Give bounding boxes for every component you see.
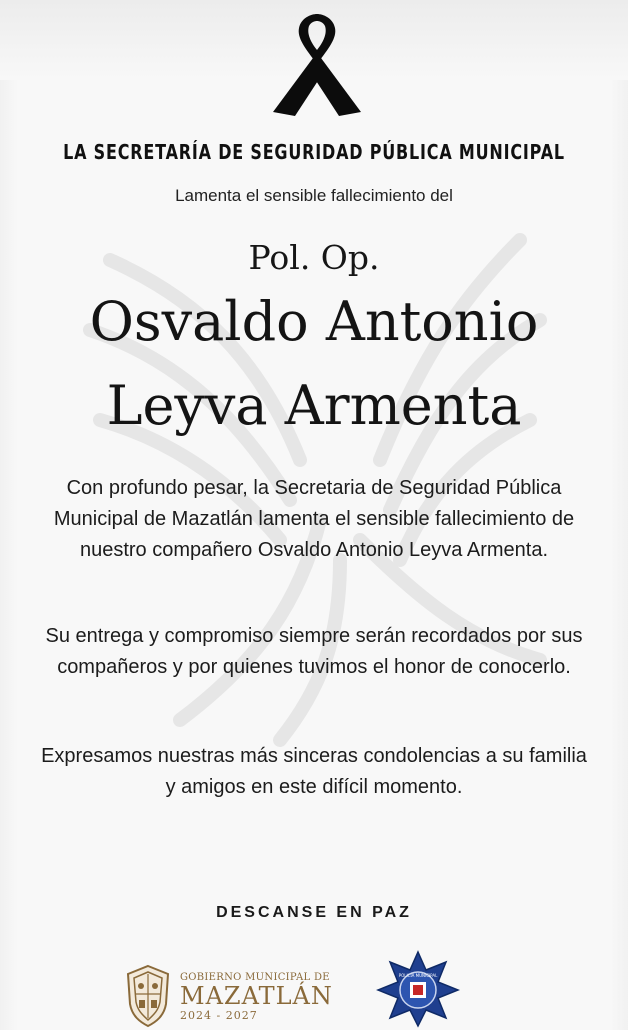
badge-text: POLICÍA MUNICIPAL: [398, 973, 438, 978]
condolence-paragraph-2: Su entrega y compromiso siempre serán recordados por sus compañeros y por quienes tuvimos el honor de conocerlo.: [45, 625, 583, 678]
rest-in-peace: DESCANSE EN PAZ: [216, 904, 412, 921]
government-logo-text: [180, 972, 340, 1022]
municipal-seal-icon: [122, 964, 174, 1028]
deceased-name-line2: Leyva Armenta: [106, 374, 522, 437]
organization-heading: LA SECRETARÍA DE SEGURIDAD PÚBLICA MUNICIPAL: [63, 140, 565, 164]
deceased-name-line1: Osvaldo Antonio: [89, 290, 539, 353]
government-line1: GOBIERNO MUNICIPAL DE: [180, 972, 330, 983]
condolence-paragraph-1: Con profundo pesar, la Secretaria de Seguridad Pública Municipal de Mazatlán lamenta el sensible fallecimiento de nuestro compañero Osvaldo Antonio Leyva Armenta.: [53, 477, 575, 561]
police-badge-icon: [376, 950, 460, 1028]
subtitle: Lamenta el sensible fallecimiento del: [175, 186, 453, 205]
government-line3: 2024 - 2027: [180, 1009, 258, 1022]
mourning-ribbon-icon: [269, 12, 365, 122]
government-line2: MAZATLÁN: [180, 982, 333, 1010]
condolence-paragraph-3: Expresamos nuestras más sinceras condolencias a su familia y amigos en este difícil momento.: [41, 745, 587, 798]
rank-title: Pol. Op.: [248, 238, 380, 277]
